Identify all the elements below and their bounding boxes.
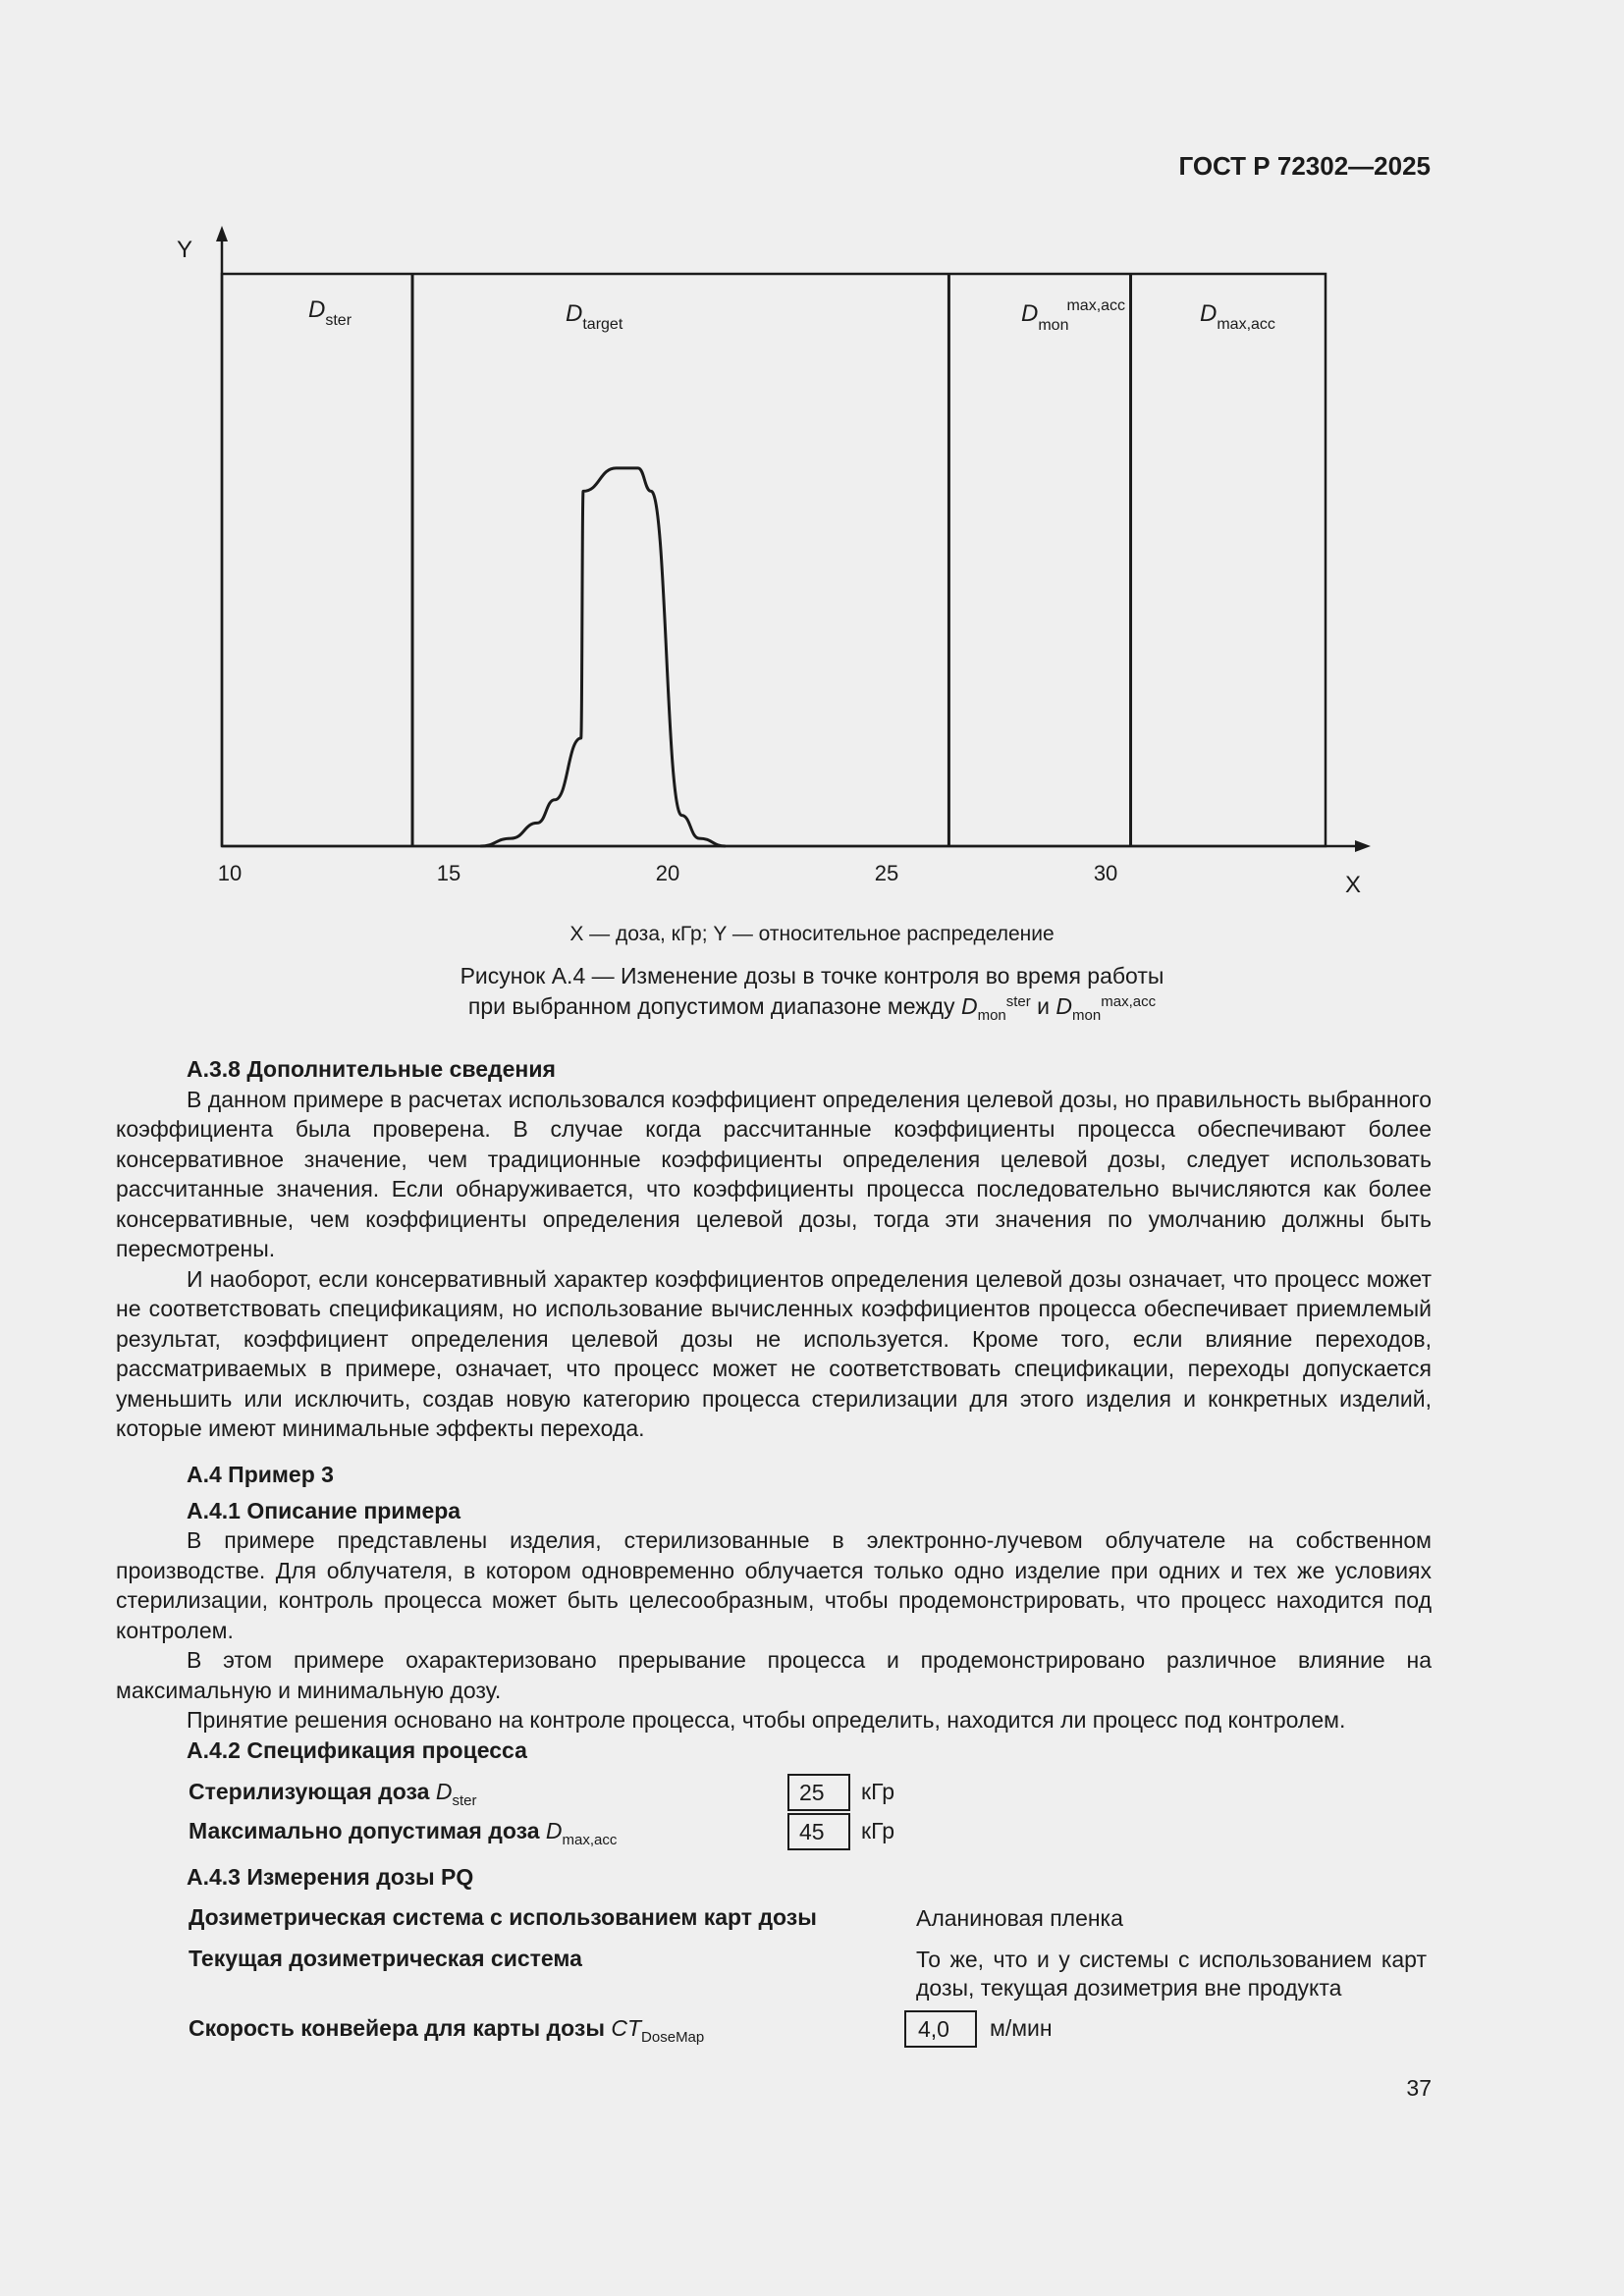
region-label-d-mon-max-acc: $D_{mon}\max,acc$ <box>1021 297 1126 334</box>
measurement-value-dose-map-system: Аланиновая пленка <box>916 1905 1123 1931</box>
section-a38-paragraph-1: В данном примере в расчетах использовался коэффициент определения целевой дозы, но правильность выбранного коэффициента была проверена. В случае когда рассчитанные коэффициенты процесса обеспечивают более консервативное значение, чем традиционные коэффициенты определения целевой дозы, следует использовать рассчитанные значения. Если обнаруживается, что коэффициенты процесса последовательно вычисляются как более консервативные, чем коэффициенты определения целевой дозы, тогда эти значения по умолчанию должны быть пересмотрены. <box>116 1086 1432 1261</box>
x-tick-label: 25 <box>874 861 899 885</box>
spec-label-sterilizing-dose: Стерилизующая доза $D_{ster}$ <box>189 1779 477 1809</box>
target-dose-distribution-curve <box>480 468 726 846</box>
plot-frame <box>222 274 1326 846</box>
section-a42-heading: А.4.2 Спецификация процесса <box>187 1736 527 1763</box>
page-number: 37 <box>1406 2075 1432 2101</box>
spec-unit-sterilizing-dose: кГр <box>861 1779 895 1804</box>
measurement-label-dose-map-system: Дозиметрическая система с использованием карт дозы <box>189 1904 817 1930</box>
region-label-d-target: $D_{target}$ <box>566 300 623 333</box>
section-a4-heading: А.4 Пример 3 <box>187 1462 334 1487</box>
x-tick-label: 10 <box>217 861 243 885</box>
section-a38-heading: А.3.8 Дополнительные сведения <box>187 1056 556 1082</box>
x-tick-label: 30 <box>1093 861 1118 885</box>
section-a41-heading: А.4.1 Описание примера <box>187 1497 461 1523</box>
region-label-d-max-acc: $D_{max,acc}$ <box>1200 300 1275 333</box>
chart-axes <box>216 226 1371 852</box>
spec-unit-max-acceptable-dose: кГр <box>861 1818 895 1843</box>
x-axis-label: X <box>1345 872 1362 898</box>
spec-label-max-acceptable-dose: Максимально допустимая доза $D_{max,acc}$ <box>189 1818 618 1848</box>
x-axis-arrow <box>1355 840 1371 852</box>
measurement-label-routine-system: Текущая дозиметрическая система <box>189 1946 582 1971</box>
section-a43-heading: А.4.3 Измерения дозы PQ <box>187 1864 474 1890</box>
y-axis-arrow <box>216 226 228 241</box>
x-tick-label: 15 <box>436 861 461 885</box>
spec-value-sterilizing-dose: 25 <box>787 1774 850 1811</box>
spec-value-max-acceptable-dose: 45 <box>787 1813 850 1850</box>
measurement-value-routine-system: То же, что и у системы с использованием карт дозы, текущая дозиметрия вне продукта <box>916 1947 1427 2001</box>
section-a41-paragraph-1: В примере представлены изделия, стерилизованные в электронно-лучевом облучателе на собственном производстве. Для облучателя, в котором одновременно облучается только одно изделие при одних и тех же условиях стерилизации, контроль процесса может быть целесообразным, чтобы продемонстрировать, что процесс находится под контролем. <box>116 1527 1432 1643</box>
section-a41-paragraph-3: Принятие решения основано на контроле процесса, чтобы определить, находится ли процесс под контролем. <box>187 1707 1346 1733</box>
measurement-label-conveyor-speed: Скорость конвейера для карты дозы $CT_{DoseMap}$ <box>189 2015 705 2046</box>
y-axis-label: Y <box>177 237 193 263</box>
section-a38-paragraph-2: И наоборот, если консервативный характер коэффициентов определения целевой дозы означает, что процесс может не соответствовать спецификациям, но использование вычисленных коэффициентов процесса обеспечивает приемлемый результат, коэффициент определения целевой дозы не используется. Кроме того, если влияние переходов, рассматриваемых в примере, означает, что процесс может не соответствовать спецификации, переходы допускается уменьшить или исключить, создав новую категорию процесса стерилизации для этого изделия и конкретных изделий, которые имеют минимальные эффекты перехода. <box>116 1265 1432 1441</box>
region-boundaries <box>412 274 1130 846</box>
measurement-unit-conveyor-speed: м/мин <box>990 2015 1053 2041</box>
section-a38 <box>116 1054 1432 1444</box>
document-header: ГОСТ Р 72302—2025 <box>1178 151 1431 181</box>
figure-caption-line1: Рисунок А.4 — Изменение дозы в точке контроля во время работы <box>460 963 1164 988</box>
section-a4 <box>116 1460 1432 1765</box>
x-tick-labels <box>218 861 1118 885</box>
region-label-d-ster: $D_{ster}$ <box>308 296 352 329</box>
figure-legend: X — доза, кГр; Y — относительное распределение <box>569 923 1055 945</box>
section-a41-paragraph-2: В этом примере охарактеризовано прерывание процесса и продемонстрировано различное влияние на максимальную и минимальную дозу. <box>116 1647 1432 1703</box>
measurement-value-conveyor-speed: 4,0 <box>904 2010 977 2048</box>
figure-caption-line2: при выбранном допустимом диапазоне между $D_{mon}^{ster}$ и $D_{mon}^{max,acc}$ <box>467 993 1157 1024</box>
dose-distribution-figure <box>0 0 1624 903</box>
x-tick-label: 20 <box>655 861 680 885</box>
